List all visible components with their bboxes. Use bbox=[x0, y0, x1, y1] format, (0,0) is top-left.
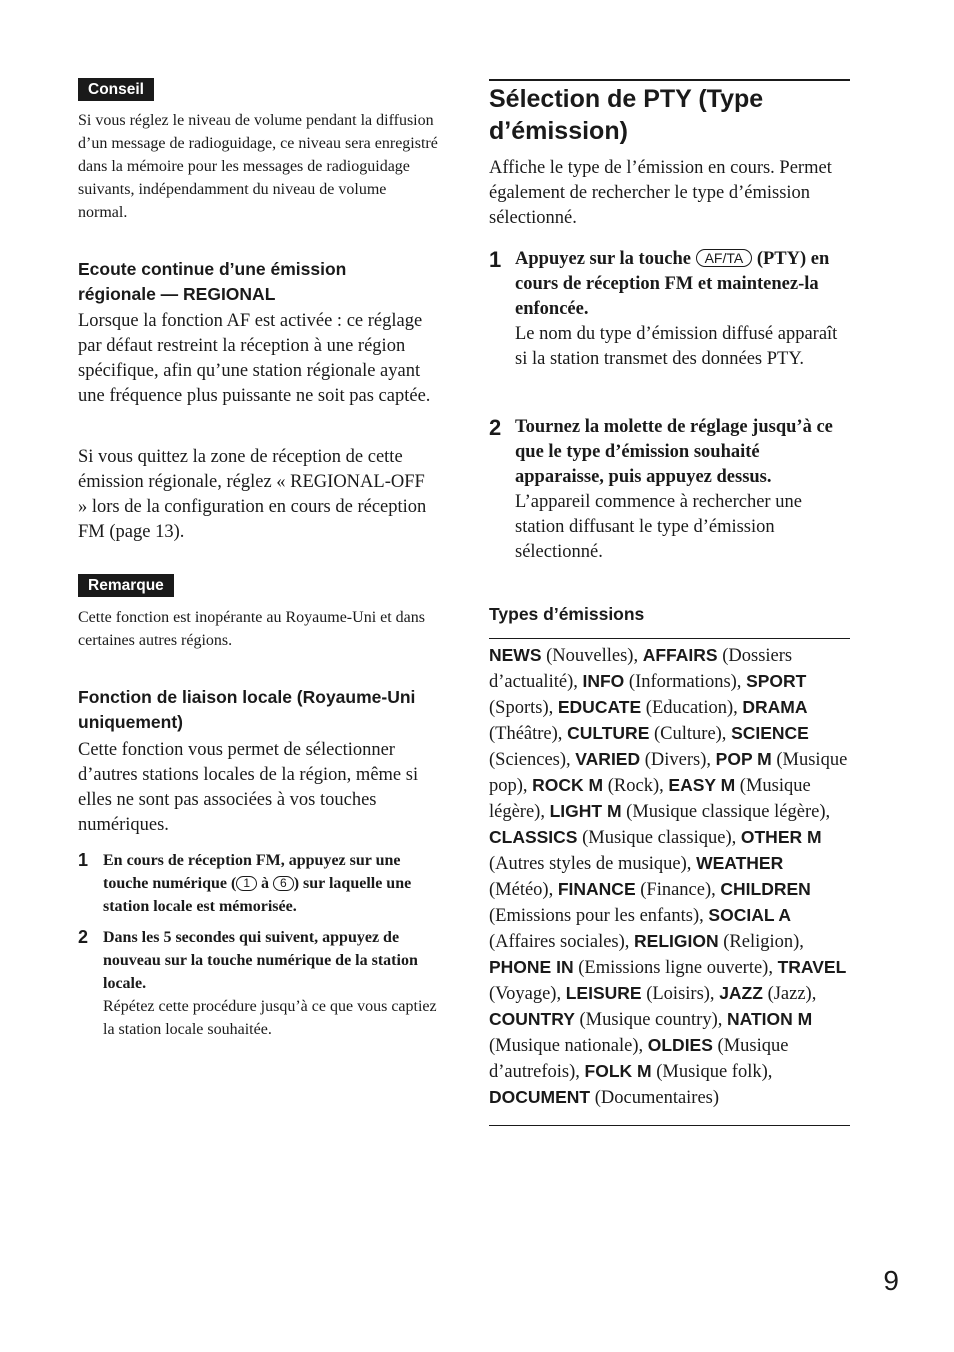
pty-type-code: ROCK M bbox=[532, 775, 604, 795]
pty-type-description: (Loisirs), bbox=[641, 984, 720, 1004]
pty-type-code: COUNTRY bbox=[489, 1009, 575, 1029]
af-ta-key: AF/TA bbox=[696, 249, 753, 267]
pty-type-description: (Sports), bbox=[489, 698, 558, 718]
pty-type-description: (Jazz), bbox=[762, 984, 817, 1004]
pty-type-description: (Rock), bbox=[603, 776, 669, 796]
pty-type-description: (Musique classique), bbox=[577, 828, 741, 848]
pty-type-code: OLDIES bbox=[647, 1035, 713, 1055]
pty-type-description: (Musique pop), bbox=[489, 750, 848, 796]
pty-type-description: (Emissions ligne ouverte), bbox=[573, 958, 778, 978]
pty-type-code: RELIGION bbox=[634, 931, 719, 951]
pty-type-code: VARIED bbox=[575, 749, 641, 769]
step-number: 2 bbox=[78, 927, 89, 947]
regional-paragraph-2: Si vous quittez la zone de réception de cette émission régionale, réglez « REGIONAL-OFF » lors de la configuration en cours de réception FM (page 13). bbox=[78, 447, 427, 542]
pty-type-description: (Théâtre), bbox=[489, 724, 568, 744]
pty-type-description: (Autres styles de musique), bbox=[489, 854, 697, 874]
pty-types-list bbox=[489, 643, 851, 1111]
pty-type-description: (Culture), bbox=[649, 724, 732, 744]
step-instruction: Dans les 5 secondes qui suivent, appuyez de nouveau sur la touche numérique de la station locale. bbox=[103, 929, 418, 992]
step-text: En cours de réception FM, appuyez sur une touche numérique ( bbox=[103, 852, 401, 892]
pty-type-code: DOCUMENT bbox=[489, 1087, 591, 1107]
step-text: Appuyez sur la touche bbox=[515, 249, 696, 269]
pty-type-code: SPORT bbox=[746, 671, 807, 691]
step-instruction bbox=[515, 247, 851, 322]
pty-type-code: NATION M bbox=[726, 1009, 813, 1029]
pty-type-description: (Religion), bbox=[718, 932, 804, 952]
pty-type-description: (Musique folk), bbox=[651, 1062, 773, 1082]
pty-type-code: JAZZ bbox=[719, 983, 763, 1003]
pty-type-description: (Emissions pour les enfants), bbox=[489, 906, 709, 926]
local-link-heading: Fonction de liaison locale (Royaume-Uni uniquement) bbox=[78, 687, 416, 732]
step-result: Le nom du type d’émission diffusé apparaît si la station transmet des données PTY. bbox=[515, 324, 838, 369]
pty-type-code: INFO bbox=[582, 671, 625, 691]
pty-type-description: (Divers), bbox=[640, 750, 716, 770]
step-text: ) sur laquelle une station locale est mémorisée. bbox=[103, 875, 412, 915]
local-link-paragraph: Cette fonction vous permet de sélectionner d’autres stations locales de la région, même si elles ne sont pas associées à vos touches numériques. bbox=[78, 740, 419, 835]
pty-type-code: WEATHER bbox=[696, 853, 784, 873]
pty-type-description: (Musique classique légère), bbox=[621, 802, 831, 822]
pty-type-code: AFFAIRS bbox=[642, 645, 718, 665]
pty-type-code: POP M bbox=[715, 749, 772, 769]
pty-type-code: SOCIAL A bbox=[708, 905, 792, 925]
pty-type-description: (Musique légère), bbox=[489, 776, 811, 822]
step-instruction bbox=[103, 849, 438, 918]
pty-type-description: (Sciences), bbox=[489, 750, 576, 770]
pty-type-code: CULTURE bbox=[567, 723, 650, 743]
pty-type-code: FINANCE bbox=[557, 879, 636, 899]
types-heading: Types d’émissions bbox=[489, 604, 645, 624]
regional-paragraph-1: Lorsque la fonction AF est activée : ce réglage par défaut restreint la réception à une région spécifique, afin qu’une station régionale ayant une fréquence plus puissante ne soit pas captée. bbox=[78, 311, 431, 406]
preset-key-1: 1 bbox=[236, 876, 257, 891]
pty-intro: Affiche le type de l’émission en cours. Permet également de rechercher le type d’émission sélectionné. bbox=[489, 158, 832, 228]
pty-type-description: (Informations), bbox=[624, 672, 747, 692]
pty-type-code: LEISURE bbox=[565, 983, 642, 1003]
pty-type-description: (Dossiers d’actualité), bbox=[489, 646, 793, 692]
tip-text: Si vous réglez le niveau de volume pendant la diffusion d’un message de radioguidage, ce niveau sera enregistré dans la mémoire pour les messages de radioguidage suivants, indépendamment du niveau de volume normal. bbox=[78, 112, 438, 221]
pty-type-code: CHILDREN bbox=[720, 879, 811, 899]
page-title: Sélection de PTY (Type d’émission) bbox=[489, 85, 764, 145]
pty-type-description: (Nouvelles), bbox=[541, 646, 643, 666]
step-result: L’appareil commence à rechercher une station diffusant le type d’émission sélectionné. bbox=[515, 492, 802, 562]
step-number: 2 bbox=[489, 415, 502, 440]
pty-type-code: SCIENCE bbox=[731, 723, 809, 743]
step-number: 1 bbox=[489, 247, 502, 272]
pty-type-description: (Musique country), bbox=[574, 1010, 727, 1030]
pty-type-code: EDUCATE bbox=[557, 697, 642, 717]
pty-type-description: (Finance), bbox=[635, 880, 721, 900]
pty-type-description: (Musique nationale), bbox=[489, 1036, 648, 1056]
section-top-rule bbox=[489, 79, 850, 81]
pty-type-description: (Affaires sociales), bbox=[489, 932, 635, 952]
pty-type-code: LIGHT M bbox=[549, 801, 622, 821]
pty-type-code: OTHER M bbox=[740, 827, 822, 847]
pty-type-description: (Education), bbox=[641, 698, 743, 718]
step-text: à bbox=[257, 875, 274, 892]
step-instruction: Tournez la molette de réglage jusqu’à ce que le type d’émission souhaité apparaisse, puis appuyez dessus. bbox=[515, 417, 833, 487]
preset-key-6: 6 bbox=[273, 876, 294, 891]
local-step-2 bbox=[78, 926, 438, 1041]
pty-type-code: EASY M bbox=[668, 775, 736, 795]
types-bottom-rule bbox=[489, 1125, 850, 1126]
pty-step-2 bbox=[489, 415, 851, 565]
types-top-rule bbox=[489, 638, 850, 639]
regional-heading: Ecoute continue d’une émission régionale — REGIONAL bbox=[78, 259, 347, 304]
tip-badge: Conseil bbox=[78, 78, 154, 101]
pty-type-code: FOLK M bbox=[584, 1061, 652, 1081]
pty-type-code: TRAVEL bbox=[777, 957, 847, 977]
pty-type-description: (Voyage), bbox=[489, 984, 566, 1004]
pty-type-code: DRAMA bbox=[742, 697, 808, 717]
pty-type-description: (Documentaires) bbox=[590, 1088, 720, 1108]
remark-badge: Remarque bbox=[78, 574, 174, 597]
pty-type-description: (Musique d’autrefois), bbox=[489, 1036, 789, 1082]
step-number: 1 bbox=[78, 850, 89, 870]
local-step-1 bbox=[78, 849, 438, 918]
remark-text: Cette fonction est inopérante au Royaume-Uni et dans certaines autres régions. bbox=[78, 609, 426, 649]
pty-type-code: NEWS bbox=[489, 645, 542, 665]
step-result: Répétez cette procédure jusqu’à ce que vous captiez la station locale souhaitée. bbox=[103, 998, 437, 1038]
pty-type-code: CLASSICS bbox=[489, 827, 578, 847]
pty-type-code: PHONE IN bbox=[489, 957, 574, 977]
page-number: 9 bbox=[883, 1265, 899, 1296]
pty-step-1 bbox=[489, 247, 851, 372]
step-text: (PTY) en cours de réception FM et maintenez-la enfoncée. bbox=[515, 249, 830, 319]
pty-type-description: (Météo), bbox=[489, 880, 558, 900]
